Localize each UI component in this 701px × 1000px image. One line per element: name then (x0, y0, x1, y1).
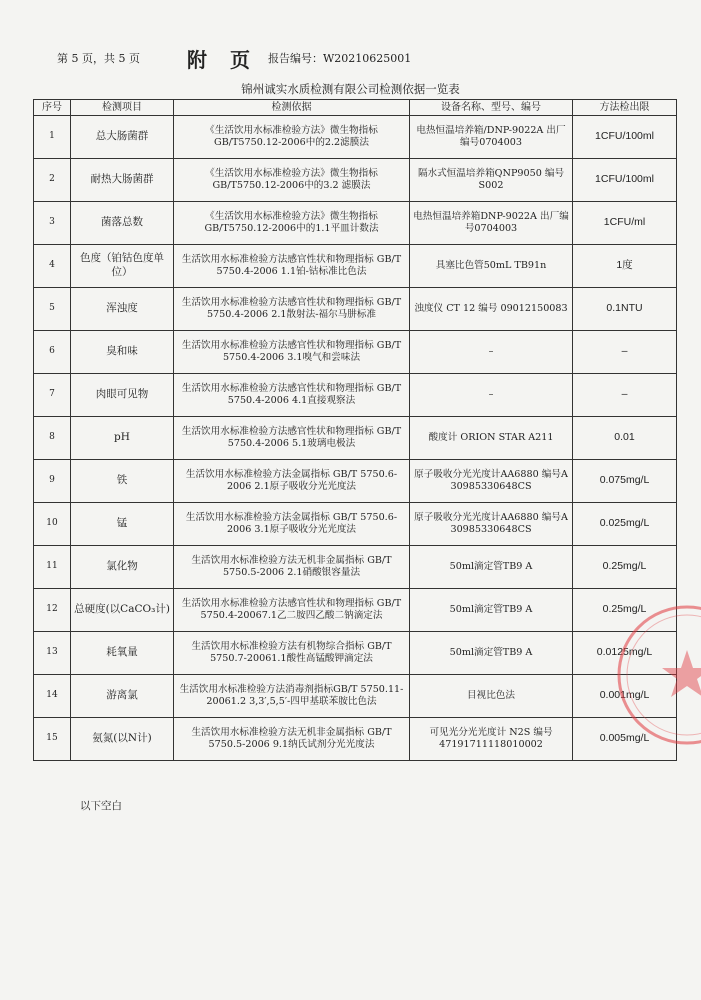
detection-limit-cell: 1度 (573, 245, 677, 288)
page-number: 第 5 页，共 5 页 (57, 52, 140, 65)
row-number-cell: 1 (34, 116, 71, 159)
equipment-cell: 50ml滴定管TB9 A (410, 546, 573, 589)
test-basis-cell: 生活饮用水标准检验方法感官性状和物理指标 GB/T 5750.4-20067.1乙二胺四乙酸二钠滴定法 (174, 589, 410, 632)
table-row (34, 374, 677, 417)
detection-limit-cell: 0.25mg/L (573, 589, 677, 632)
test-item-cell: pH (71, 417, 174, 460)
test-basis-cell: 生活饮用水标准检验方法消毒剂指标GB/T 5750.11-20061.2 3,3′,5,5′-四甲基联苯胺比色法 (174, 675, 410, 718)
test-item-cell: 总硬度(以CaCO₃计) (71, 589, 174, 632)
equipment-cell: 酸度计 ORION STAR A211 (410, 417, 573, 460)
test-basis-cell: 生活饮用水标准检验方法感官性状和物理指标 GB/T 5750.4-2006 4.1直接观察法 (174, 374, 410, 417)
test-basis-cell: 《生活饮用水标准检验方法》微生物指标 GB/T5750.12-2006中的2.2滤膜法 (174, 116, 410, 159)
test-basis-cell: 生活饮用水标准检验方法有机物综合指标 GB/T 5750.7-20061.1酸性高锰酸钾滴定法 (174, 632, 410, 675)
detection-limit-cell: 0.01 (573, 417, 677, 460)
row-number-cell: 3 (34, 202, 71, 245)
official-seal-stamp (612, 600, 701, 750)
test-item-cell: 锰 (71, 503, 174, 546)
detection-limit-cell: 0.075mg/L (573, 460, 677, 503)
col-header-limit: 方法检出限 (573, 100, 677, 116)
page-title: 附 页 (187, 48, 258, 72)
table-row (34, 245, 677, 288)
row-number-cell: 14 (34, 675, 71, 718)
row-number-cell: 15 (34, 718, 71, 761)
equipment-cell: 隔水式恒温培养箱QNP9050 编号S002 (410, 159, 573, 202)
table-row (34, 116, 677, 159)
detection-limit-cell: 0.005mg/L (573, 718, 677, 761)
col-header-basis: 检测依据 (174, 100, 410, 116)
row-number-cell: 4 (34, 245, 71, 288)
row-number-cell: 9 (34, 460, 71, 503)
equipment-cell: 50ml滴定管TB9 A (410, 589, 573, 632)
test-item-cell: 耗氧量 (71, 632, 174, 675)
equipment-cell: – (410, 374, 573, 417)
row-number-cell: 7 (34, 374, 71, 417)
detection-limit-cell: 1CFU/ml (573, 202, 677, 245)
equipment-cell: 浊度仪 CT 12 编号 09012150083 (410, 288, 573, 331)
test-basis-cell: 生活饮用水标准检验方法感官性状和物理指标 GB/T 5750.4-2006 2.1散射法-福尔马肼标准 (174, 288, 410, 331)
detection-limit-cell: 0.001mg/L (573, 675, 677, 718)
table-row (34, 718, 677, 761)
test-basis-cell: 生活饮用水标准检验方法金属指标 GB/T 5750.6-2006 2.1原子吸收分光光度法 (174, 460, 410, 503)
test-item-cell: 耐热大肠菌群 (71, 159, 174, 202)
table-row (34, 331, 677, 374)
test-item-cell: 氨氮(以N计) (71, 718, 174, 761)
row-number-cell: 13 (34, 632, 71, 675)
equipment-cell: 电热恒温培养箱DNP-9022A 出厂编号0704003 (410, 202, 573, 245)
test-basis-cell: 《生活饮用水标准检验方法》微生物指标 GB/T5750.12-2006中的1.1平皿计数法 (174, 202, 410, 245)
equipment-cell: 目视比色法 (410, 675, 573, 718)
detection-limit-cell: 0.1NTU (573, 288, 677, 331)
equipment-cell: 电热恒温培养箱/DNP-9022A 出厂编号0704003 (410, 116, 573, 159)
table-row (34, 675, 677, 718)
detection-limit-cell: 1CFU/100ml (573, 116, 677, 159)
detection-limit-cell: – (573, 374, 677, 417)
table-row (34, 589, 677, 632)
detection-limit-cell: – (573, 331, 677, 374)
blank-below-note: 以下空白 (80, 800, 122, 812)
test-item-cell: 色度（铂钴色度单位） (71, 245, 174, 288)
equipment-cell: 原子吸收分光光度计AA6880 编号A 30985330648CS (410, 460, 573, 503)
test-item-cell: 总大肠菌群 (71, 116, 174, 159)
equipment-cell: 具塞比色管50mL TB91n (410, 245, 573, 288)
basis-table (33, 99, 677, 761)
test-item-cell: 氯化物 (71, 546, 174, 589)
table-header-row (34, 100, 677, 116)
table-row (34, 460, 677, 503)
test-item-cell: 菌落总数 (71, 202, 174, 245)
row-number-cell: 12 (34, 589, 71, 632)
table-row (34, 417, 677, 460)
test-basis-cell: 生活饮用水标准检验方法无机非金属指标 GB/T 5750.5-2006 2.1硝酸银容量法 (174, 546, 410, 589)
equipment-cell: 可见光分光光度计 N2S 编号47191711118010002 (410, 718, 573, 761)
detection-limit-cell: 1CFU/100ml (573, 159, 677, 202)
test-item-cell: 铁 (71, 460, 174, 503)
table-row (34, 288, 677, 331)
row-number-cell: 11 (34, 546, 71, 589)
row-number-cell: 10 (34, 503, 71, 546)
detection-limit-cell: 0.025mg/L (573, 503, 677, 546)
col-header-item: 检测项目 (71, 100, 174, 116)
equipment-cell: – (410, 331, 573, 374)
row-number-cell: 5 (34, 288, 71, 331)
table-row (34, 546, 677, 589)
test-basis-cell: 生活饮用水标准检验方法金属指标 GB/T 5750.6-2006 3.1原子吸收分光光度法 (174, 503, 410, 546)
test-basis-cell: 《生活饮用水标准检验方法》微生物指标 GB/T5750.12-2006中的3.2 滤膜法 (174, 159, 410, 202)
seal-star-icon (662, 650, 701, 697)
detection-limit-cell: 0.25mg/L (573, 546, 677, 589)
row-number-cell: 6 (34, 331, 71, 374)
col-header-no: 序号 (34, 100, 71, 116)
row-number-cell: 8 (34, 417, 71, 460)
detection-limit-cell: 0.0125mg/L (573, 632, 677, 675)
table-row (34, 159, 677, 202)
table-row (34, 632, 677, 675)
test-basis-cell: 生活饮用水标准检验方法无机非金属指标 GB/T 5750.5-2006 9.1纳氏试剂分光光度法 (174, 718, 410, 761)
test-basis-cell: 生活饮用水标准检验方法感官性状和物理指标 GB/T 5750.4-2006 1.1铂-钴标准比色法 (174, 245, 410, 288)
table-caption: 锦州诚实水质检测有限公司检测依据一览表 (241, 82, 460, 96)
test-item-cell: 肉眼可见物 (71, 374, 174, 417)
report-number: 报告编号：W20210625001 (268, 52, 412, 65)
equipment-cell: 50ml滴定管TB9 A (410, 632, 573, 675)
table-row (34, 503, 677, 546)
equipment-cell: 原子吸收分光光度计AA6880 编号A 30985330648CS (410, 503, 573, 546)
test-item-cell: 游离氯 (71, 675, 174, 718)
test-item-cell: 浑浊度 (71, 288, 174, 331)
col-header-equipment: 设备名称、型号、编号 (410, 100, 573, 116)
test-basis-cell: 生活饮用水标准检验方法感官性状和物理指标 GB/T 5750.4-2006 5.1玻璃电极法 (174, 417, 410, 460)
test-basis-cell: 生活饮用水标准检验方法感官性状和物理指标 GB/T 5750.4-2006 3.1嗅气和尝味法 (174, 331, 410, 374)
test-item-cell: 臭和味 (71, 331, 174, 374)
row-number-cell: 2 (34, 159, 71, 202)
table-row (34, 202, 677, 245)
